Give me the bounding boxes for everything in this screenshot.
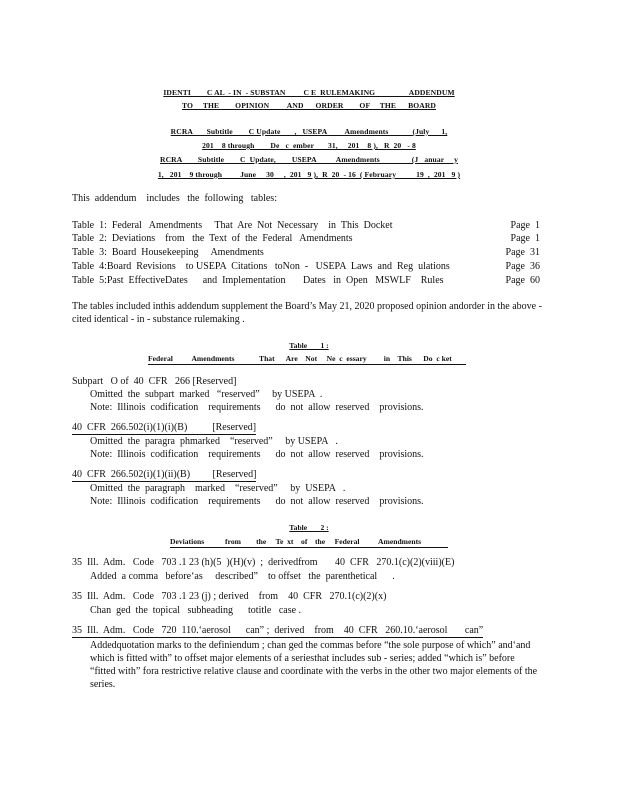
header-line-5 bbox=[0, 155, 618, 164]
toc-page: Page 1 bbox=[510, 233, 540, 244]
header-line-6-text: 1, 201 9 through June 30 , 201 9 ), R 20 - 16 ( February 19 , 201 9 ) bbox=[157, 170, 461, 179]
table2-entry-title: 35 Ill. Adm. Code 720 110.‘aerosol can” ; derived from 40 CFR 260.10.‘aerosol can” bbox=[72, 625, 484, 636]
table2-entry-text: Chan ged the topical subheading totitle case . bbox=[90, 605, 302, 616]
table1-heading bbox=[0, 341, 618, 350]
table1-entry-line: Note: Illinois codification requirements do not allow reserved provisions. bbox=[90, 449, 424, 460]
toc-page: Page 1 bbox=[510, 220, 540, 231]
table1-entry-line: Omitted the paragra phmarked “reserved” by USEPA . bbox=[90, 436, 338, 447]
toc-page: Page 60 bbox=[505, 275, 540, 286]
table1-entry-title: 40 CFR 266.502(i)(1)(i)(B) [Reserved] bbox=[72, 422, 257, 433]
table2-subheading: Deviations from the Te xt of the Federal Amendments bbox=[170, 537, 448, 548]
table2-heading-text: Table 2 : bbox=[289, 523, 329, 532]
toc-label: Table 5:Past EffectiveDates and Implementation Dates in Open MSWLF Rules bbox=[72, 275, 444, 286]
table1-entry-line: Note: Illinois codification requirements do not allow reserved provisions. bbox=[90, 496, 424, 507]
header-line-1 bbox=[0, 88, 618, 97]
toc-page: Page 31 bbox=[505, 247, 540, 258]
header-line-2 bbox=[0, 101, 618, 110]
table1-entry-title: Subpart O of 40 CFR 266 [Reserved] bbox=[72, 376, 237, 387]
table1-entry-line: Note: Illinois codification requirements do not allow reserved provisions. bbox=[90, 402, 424, 413]
header-line-5-text: RCRA Subtitle C Update, USEPA Amendments (J anuar y bbox=[160, 155, 458, 164]
toc-row bbox=[72, 232, 540, 245]
table2-entry-title: 35 Ill. Adm. Code 703 .1 23 (j) ; derived from 40 CFR 270.1(c)(2)(x) bbox=[72, 591, 387, 602]
header-line-3-text: RCRA Subtitle C Update , USEPA Amendments (July 1, bbox=[170, 127, 448, 136]
header-line-1-text: IDENTI C AL - IN - SUBSTAN C E RULEMAKING ADDENDUM bbox=[163, 88, 455, 97]
header-line-2-text: TO THE OPINION AND ORDER OF THE BOARD bbox=[181, 101, 437, 110]
header-line-6 bbox=[0, 170, 618, 179]
table1-entry-line: Omitted the paragraph marked “reserved” by USEPA . bbox=[90, 483, 346, 494]
header-line-4-text: 201 8 through De c ember 31, 201 8 ), R 20 - 8 bbox=[202, 141, 416, 150]
table1-heading-text: Table 1 : bbox=[289, 341, 329, 350]
toc-label: Table 1: Federal Amendments That Are Not Necessary in This Docket bbox=[72, 220, 393, 231]
toc-row bbox=[72, 260, 540, 273]
toc-label: Table 2: Deviations from the Text of the Federal Amendments bbox=[72, 233, 353, 244]
toc-label: Table 4:Board Revisions to USEPA Citations toNon - USEPA Laws and Reg ulations bbox=[72, 261, 450, 272]
supplement-paragraph: The tables included inthis addendum supplement the Board’s May 21, 2020 proposed opinion andorder in the above - cited identical - in - substance rulemaking . bbox=[72, 301, 542, 325]
table2-heading bbox=[0, 523, 618, 532]
table1-entry-line: Omitted the subpart marked “reserved” by USEPA . bbox=[90, 389, 323, 400]
header-line-4 bbox=[0, 141, 618, 150]
toc-label: Table 3: Board Housekeeping Amendments bbox=[72, 247, 264, 258]
intro-text: This addendum includes the following tables: bbox=[72, 193, 277, 204]
toc-row bbox=[72, 246, 540, 259]
header-line-3 bbox=[0, 127, 618, 136]
table2-entry-title: 35 Ill. Adm. Code 703 .1 23 (h)(5 )(H)(v) ; derivedfrom 40 CFR 270.1(c)(2)(viii)(E) bbox=[72, 557, 455, 568]
toc-row bbox=[72, 219, 540, 232]
toc-page: Page 36 bbox=[505, 261, 540, 272]
table1-entry-title: 40 CFR 266.502(i)(1)(ii)(B) [Reserved] bbox=[72, 469, 257, 480]
toc-row bbox=[72, 274, 540, 287]
table2-entry-text: Addedquotation marks to the definiendum ; chan ged the commas before “the sole purpose of which” and‘and which is fitted with” to offset major elements of a seriesthat includes sub - series; added “which is” before “fitted with” fora restrictive relative clause and coordinate with the verbs in the other two major elements of the series. bbox=[90, 640, 538, 690]
table2-entry-text: Added a comma before‘as described” to offset the parenthetical . bbox=[90, 571, 395, 582]
table1-subheading: Federal Amendments That Are Not Ne c essary in This Do c ket bbox=[148, 354, 466, 365]
